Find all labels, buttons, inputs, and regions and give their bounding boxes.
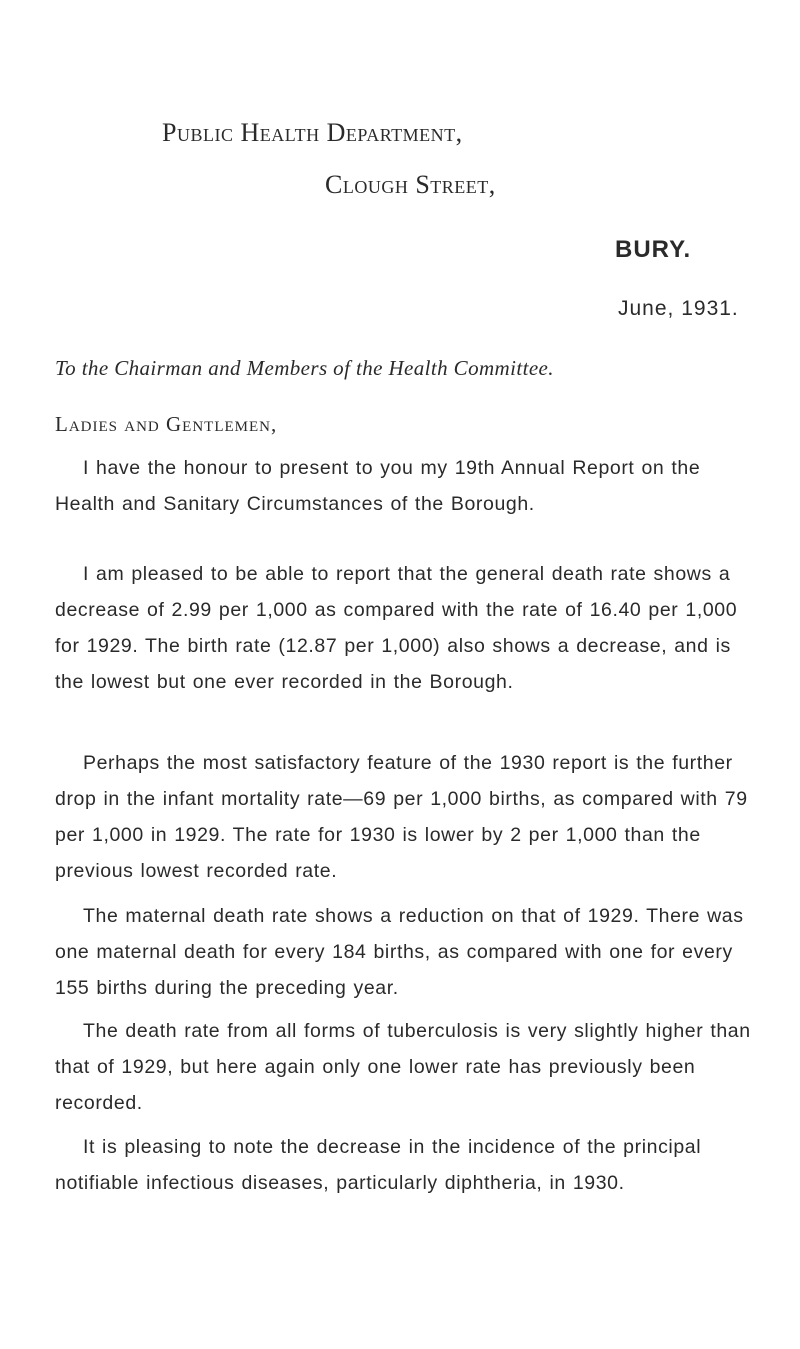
paragraph-infant-mortality: Perhaps the most satisfactory feature of the 1930 report is the further drop in the infant mortality rate—69 per 1,000 births, as compared with 79 per 1,000 in 1929. The rate for 1930 is lower by 2 per 1,000 than the previous lowest recorded rate.	[55, 752, 748, 882]
paragraph-tuberculosis: The death rate from all forms of tuberculosis is very slightly higher than that of 1929, but here again only one lower rate has previously been recorded.	[55, 1020, 751, 1114]
paragraph-death-birth-rate: I am pleased to be able to report that the general death rate shows a decrease of 2.99 per 1,000 as compared with the rate of 16.40 per 1,000 for 1929. The birth rate (12.87 per 1,000) also shows a decrease, and is the lowest but one ever recorded in the Borough.	[55, 563, 738, 693]
street-address: Clough Street,	[325, 170, 496, 199]
town-name: BURY.	[615, 236, 692, 263]
addressee-line: To the Chairman and Members of the Health Committee.	[55, 356, 554, 380]
department-heading: Public Health Department,	[162, 118, 463, 147]
paragraph-maternal-death: The maternal death rate shows a reduction on that of 1929. There was one maternal death for every 184 births, as compared with one for every 155 births during the preceding year.	[55, 905, 744, 999]
letter-date: June, 1931.	[618, 297, 739, 320]
paragraph-introduction: I have the honour to present to you my 19th Annual Report on the Health and Sanitary Circumstances of the Borough.	[55, 457, 701, 515]
paragraph-infectious-diseases: It is pleasing to note the decrease in the incidence of the principal notifiable infectious diseases, particularly diphtheria, in 1930.	[55, 1136, 702, 1194]
salutation: Ladies and Gentlemen,	[55, 412, 278, 436]
